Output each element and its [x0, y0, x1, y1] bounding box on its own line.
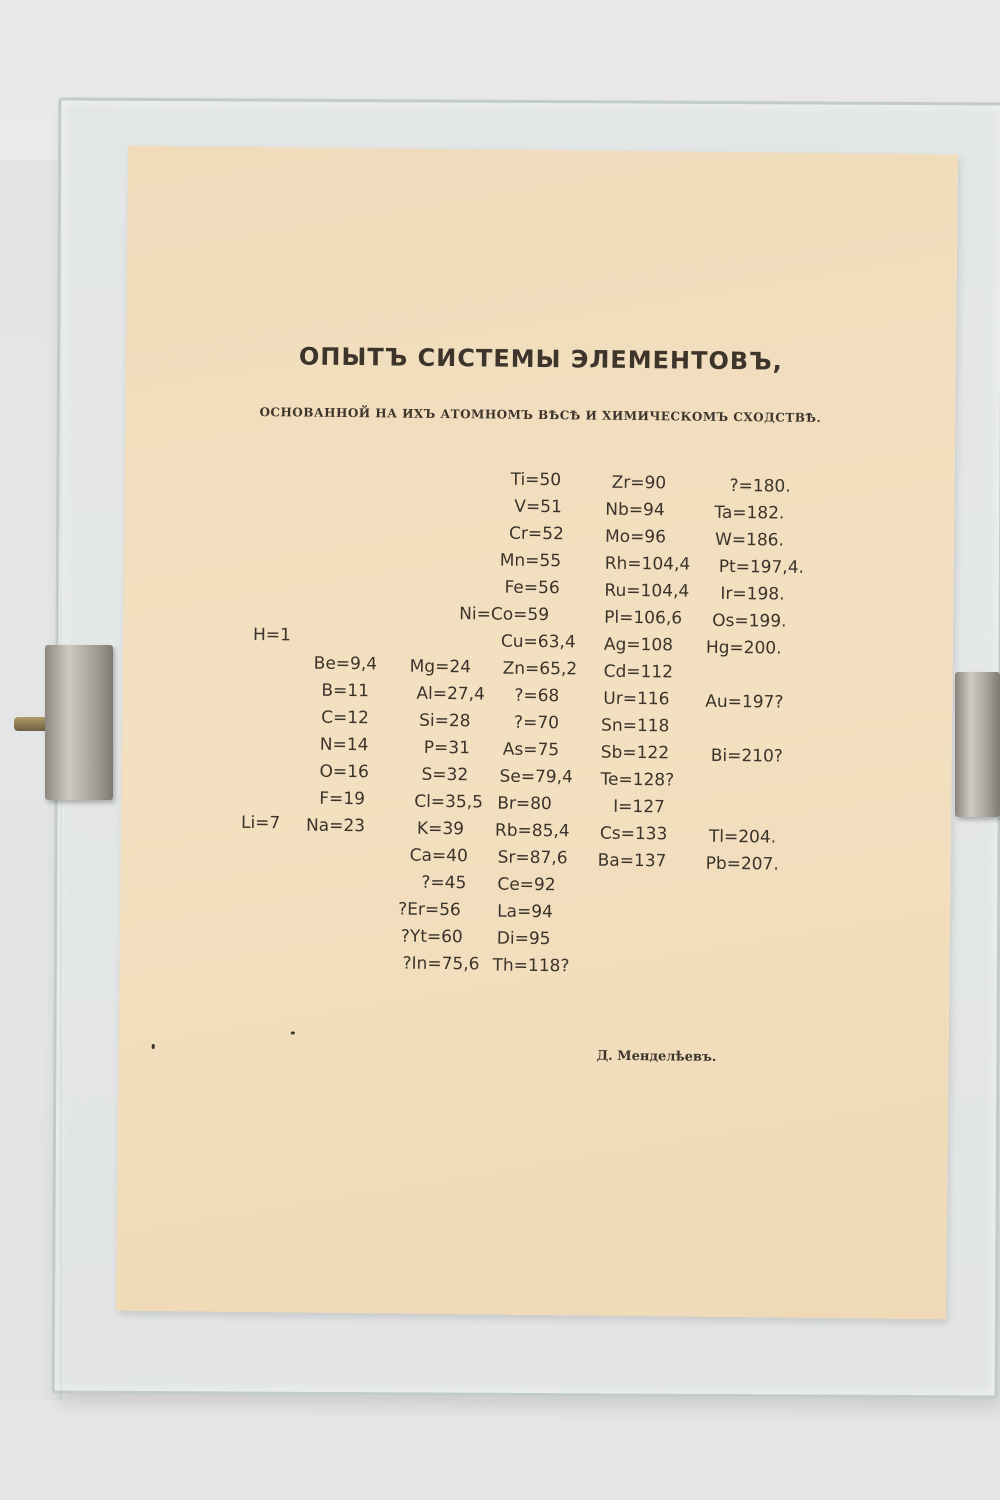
wall-screw — [14, 717, 48, 731]
table-cell: Rb=85,4 — [494, 820, 570, 842]
table-cell: Nb=94 — [605, 499, 665, 521]
table-cell: Pt=197,4. — [718, 556, 805, 578]
table-cell: Pb=207. — [705, 853, 779, 875]
table-cell: C=12 — [321, 707, 369, 729]
table-cell: I=127 — [613, 796, 666, 818]
table-cell: Ce=92 — [497, 874, 556, 896]
table-cell: Ur=116 — [603, 688, 670, 710]
table-cell: Zn=65,2 — [502, 658, 578, 680]
table-cell: Ta=182. — [714, 502, 785, 524]
table-cell: ?=68 — [514, 685, 560, 707]
table-cell: Ca=40 — [409, 845, 468, 867]
table-cell: N=14 — [319, 734, 369, 756]
table-cell: H=1 — [252, 625, 291, 646]
table-cell: O=16 — [319, 761, 369, 783]
table-cell: ?=45 — [421, 872, 467, 894]
table-cell: As=75 — [502, 739, 560, 761]
table-cell: Bi=210? — [710, 745, 783, 767]
metal-clip-right — [955, 672, 1000, 817]
table-cell: ?=70 — [513, 712, 560, 734]
table-cell: ?=180. — [729, 476, 791, 497]
table-cell: Th=118? — [492, 955, 570, 977]
table-cell: Au=197? — [705, 691, 784, 713]
document-subtitle: ОСНОВАННОЙ НА ИХЪ АТОМНОМЪ ВѢСѢ И ХИМИЧЕСКОМЪ СХОДСТВѢ. — [259, 405, 822, 425]
table-cell: La=94 — [497, 901, 553, 923]
table-cell: Fe=56 — [504, 577, 560, 599]
table-cell: Te=128? — [600, 769, 675, 791]
table-cell: P=31 — [423, 737, 471, 759]
table-cell: K=39 — [416, 818, 465, 840]
metal-clip-left — [45, 645, 113, 800]
table-cell: ?Er=56 — [398, 899, 461, 921]
table-cell: Be=9,4 — [313, 653, 378, 675]
document-sheet — [116, 146, 958, 1320]
table-cell: Ti=50 — [510, 469, 562, 491]
table-cell: Hg=200. — [705, 637, 782, 659]
table-cell: Cl=35,5 — [414, 791, 484, 813]
table-cell: Na=23 — [305, 815, 366, 837]
table-cell: Ru=104,4 — [604, 580, 690, 602]
signature: Д. Менделѣевъ. — [596, 1048, 717, 1065]
table-cell: Mg=24 — [409, 656, 472, 678]
table-cell: Cs=133 — [599, 823, 668, 845]
table-cell: Ni=Co=59 — [459, 604, 550, 626]
table-cell: W=186. — [714, 529, 785, 551]
table-cell: Si=28 — [419, 710, 471, 732]
document-title: ОПЫТЪ СИСТЕМЫ ЭЛЕМЕНТОВЪ, — [298, 342, 783, 376]
table-cell: Br=80 — [497, 793, 552, 815]
table-cell: Al=27,4 — [416, 683, 485, 705]
ink-speck — [152, 1044, 155, 1049]
table-cell: Os=199. — [712, 610, 787, 632]
table-cell: Ag=108 — [603, 634, 674, 656]
table-cell: Sr=87,6 — [497, 847, 568, 869]
table-cell: Ir=198. — [720, 583, 785, 605]
table-cell: V=51 — [514, 496, 562, 518]
table-cell: Li=7 — [240, 812, 281, 834]
table-cell: Se=79,4 — [499, 766, 573, 788]
table-cell: Rh=104,4 — [604, 553, 691, 575]
table-cell: Sb=122 — [600, 742, 670, 764]
table-cell: Mo=96 — [604, 526, 667, 548]
table-cell: Ba=137 — [597, 850, 667, 872]
table-cell: Cd=112 — [603, 661, 674, 683]
table-cell: B=11 — [321, 680, 370, 702]
ink-speck — [291, 1031, 295, 1034]
table-cell: Cr=52 — [508, 523, 564, 545]
table-cell: Mn=55 — [499, 550, 562, 572]
table-cell: S=32 — [421, 764, 469, 786]
table-cell: Cu=63,4 — [500, 631, 576, 653]
table-cell: ?Yt=60 — [400, 926, 463, 948]
table-cell: ?In=75,6 — [402, 953, 480, 975]
table-cell: Pl=106,6 — [604, 607, 683, 629]
table-cell: Di=95 — [496, 928, 551, 950]
table-cell: Tl=204. — [708, 826, 777, 848]
table-cell: F=19 — [319, 788, 366, 810]
table-cell: Sn=118 — [600, 715, 670, 737]
table-cell: Zr=90 — [611, 472, 667, 494]
